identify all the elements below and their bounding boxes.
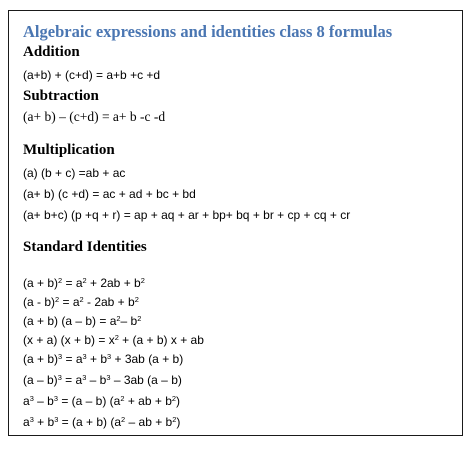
formula-identity-5: $(a + b)^3 = a^3 + b^3 + 3ab$ (a + b) xyxy=(23,351,184,366)
section-heading-multiplication: Multiplication xyxy=(23,142,115,158)
formula-identity-4: (x + a) $(x + b) = x^2 + (a + b) x$ + ab xyxy=(23,332,204,347)
formula-identity-1: $(a + b)^2 = a^2 + 2ab + b^2$ xyxy=(23,275,145,290)
section-heading-subtraction: Subtraction xyxy=(23,88,99,104)
section-heading-standard-identities: Standard Identities xyxy=(23,239,147,255)
formula-addition: (a+b) + (c+d) = a+b +c +d xyxy=(23,68,161,82)
formula-identity-6: $(a - b)^3 = a^3 - b^3 - 3ab$ (a – b) xyxy=(23,372,182,387)
formula-identity-3: (a + b) $(a - b) = a^2-$ $b^2$ xyxy=(23,313,142,328)
formula-multiplication-1: (a) (b + c) =ab + ac xyxy=(23,166,126,180)
formula-multiplication-2: (a+ b) (c +d) = ac + ad + bc + bd xyxy=(23,187,196,201)
formula-multiplication-3: (a+ b+c) (p +q + r) = ap + aq + ar + bp+ bq + br + cp + cq + cr xyxy=(23,208,351,222)
section-heading-addition: Addition xyxy=(23,44,80,60)
formula-subtraction: (a+ b) – (c+d) = a+ b -c -d xyxy=(23,109,166,124)
formula-identity-8: $a^3 + b^3 = (a + b)$ ($a^2$ – ab + $b^2$) xyxy=(23,414,181,429)
formula-identity-2: $(a - b)^2 = a^2 - 2ab + b^2$ xyxy=(23,294,139,309)
formula-sheet xyxy=(8,10,463,436)
formula-identity-7: $a^3 - b^3 = (a - b) (a^2$ + ab + $b^2$) xyxy=(23,393,181,408)
page-title: Algebraic expressions and identities class 8 formulas xyxy=(23,22,393,41)
